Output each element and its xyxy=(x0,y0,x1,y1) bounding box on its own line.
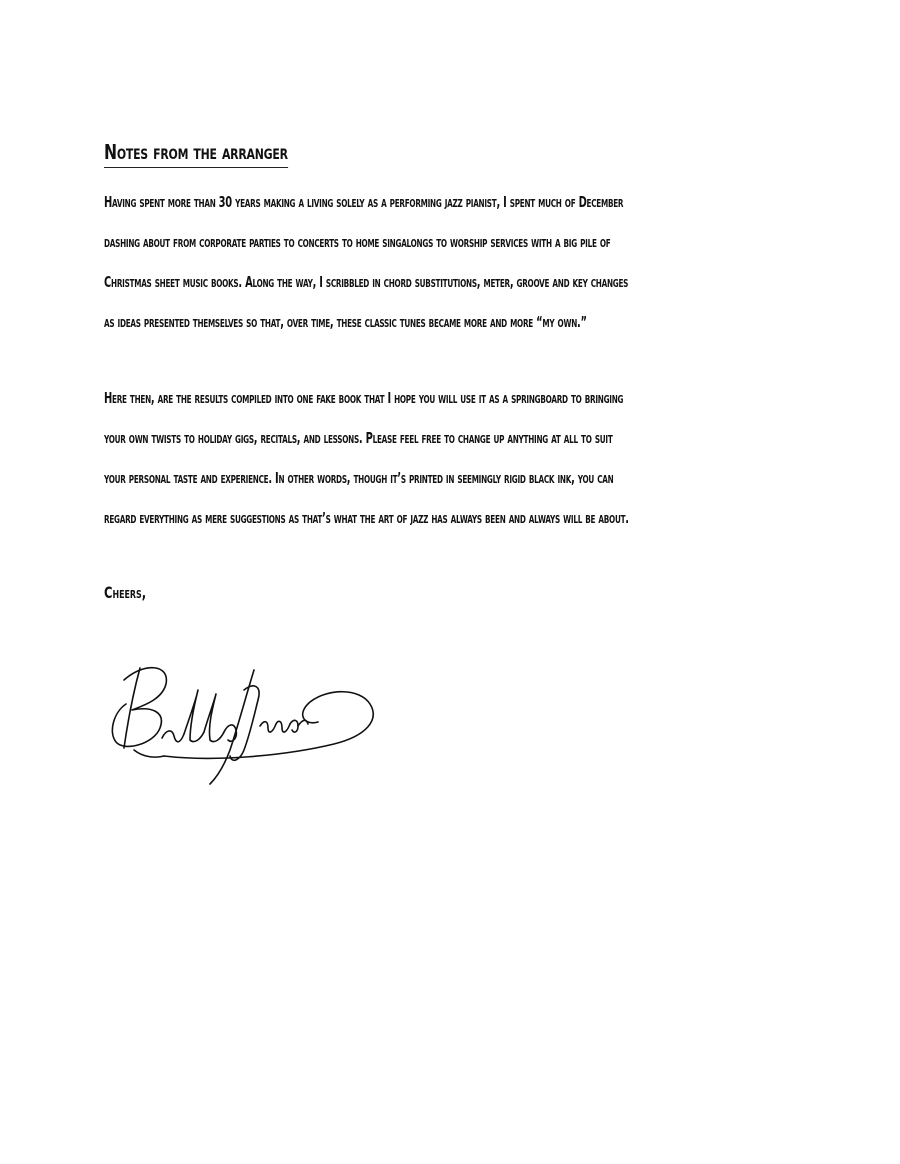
paragraph-line: your personal taste and experience. In other words, though it’s printed in seemingly rigid black ink, you can xyxy=(104,469,614,487)
signature-icon xyxy=(104,660,384,785)
intro-paragraph xyxy=(104,182,898,342)
paragraph-line: regard everything as mere suggestions as that’s what the art of jazz has always been and always will be about. xyxy=(104,509,629,527)
paragraph-line: Christmas sheet music books. Along the way, I scribbled in chord substitutions, meter, groove and key changes xyxy=(104,273,629,291)
closing-salutation: Cheers, xyxy=(104,583,147,602)
paragraph-line: Having spent more than 30 years making a living solely as a performing jazz pianist, I spent much of December xyxy=(104,193,624,211)
second-paragraph xyxy=(104,378,899,538)
paragraph-line: as ideas presented themselves so that, over time, these classic tunes became more and more “my own.” xyxy=(104,313,587,331)
page-title: Notes from the arranger xyxy=(104,138,288,168)
paragraph-line: dashing about from corporate parties to concerts to home singalongs to worship services with a big pile of xyxy=(104,233,611,251)
paragraph-line: Here then, are the results compiled into one fake book that I hope you will use it as a springboard to bringing xyxy=(104,389,624,407)
paragraph-line: your own twists to holiday gigs, recitals, and lessons. Please feel free to change up anything at all to suit xyxy=(104,429,613,447)
